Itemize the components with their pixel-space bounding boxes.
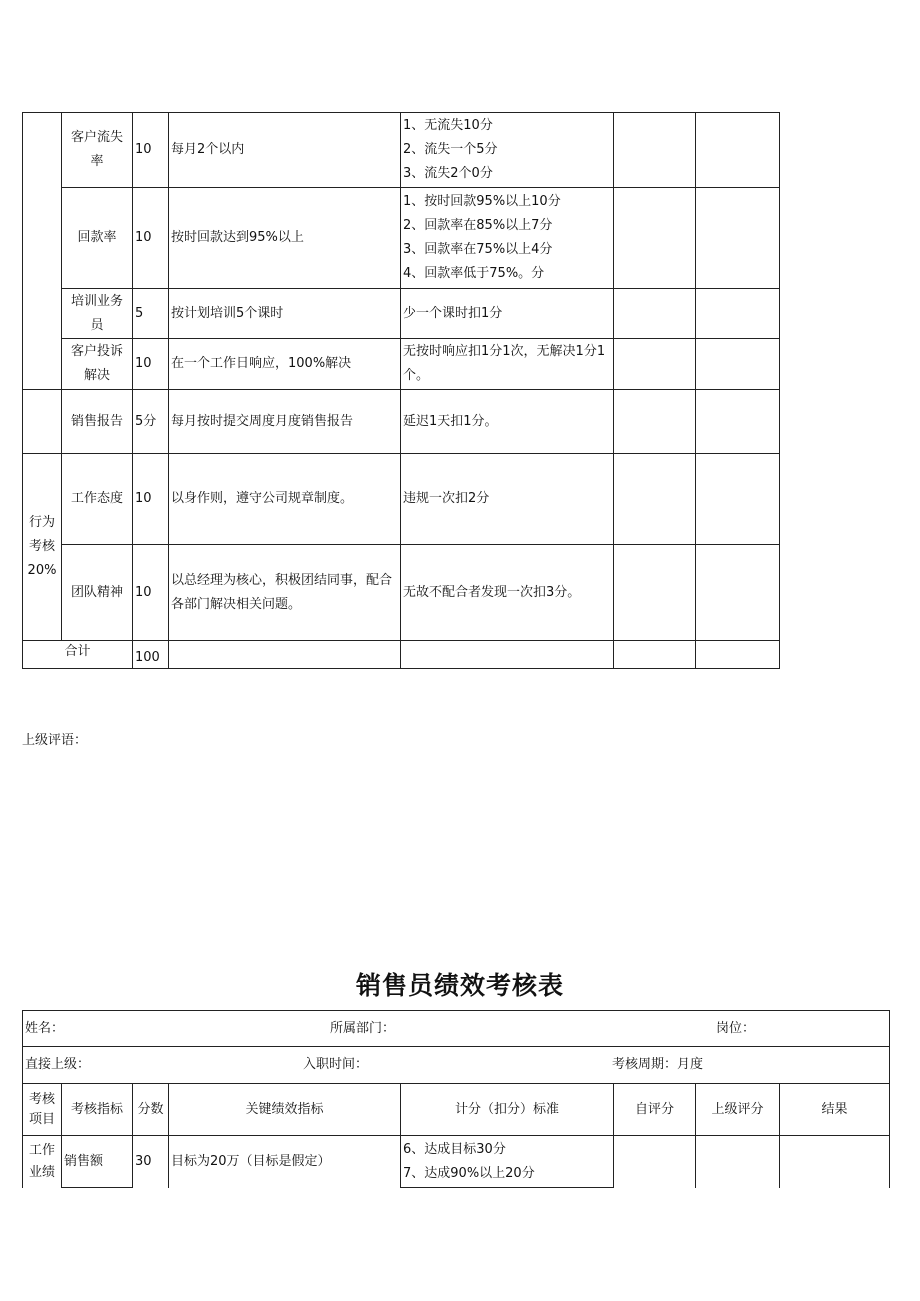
result-cell[interactable] [780,1136,889,1187]
department-field[interactable]: 所属部门： [330,1020,396,1036]
superior-score-cell[interactable] [696,1136,779,1187]
kpi-index: 客户投诉解决 [70,344,123,383]
kpi-criteria: 少一个课时扣1分 [403,305,503,321]
kpi-target: 按时回款达到95%以上 [171,230,304,245]
header-index: 考核指标 [70,1101,123,1117]
kpi-criteria [401,188,613,288]
kpi-target: 在一个工作日响应，100%解决 [171,356,352,371]
kpi-score: 10 [135,142,152,157]
total-label: 合计 [64,644,91,659]
kpi-score: 10 [135,230,152,245]
criteria-line: 2、流失一个5分 [403,142,498,157]
kpi-criteria [401,1136,613,1187]
kpi-criteria: 无故不配合者发现一次扣3分。 [403,584,581,600]
kpi-target: 以身作则，遵守公司规章制度。 [171,491,354,506]
category-performance: 工作业绩 [28,1142,55,1180]
self-score-cell[interactable] [614,1136,695,1187]
kpi-target: 每月按时提交周度月度销售报告 [171,413,354,429]
kpi-criteria: 无按时响应扣1分1次，无解决1分1个。 [403,344,606,383]
kpi-criteria [401,113,613,187]
kpi-criteria: 延迟1天扣1分。 [403,413,498,429]
total-score: 100 [135,649,160,665]
kpi-target: 目标为20万（目标是假定） [171,1153,331,1169]
kpi-index: 销售报告 [70,413,123,429]
criteria-line: 3、回款率在75%以上4分 [403,242,553,257]
kpi-index: 工作态度 [70,491,123,506]
header-item: 考核项目 [28,1091,55,1127]
kpi-criteria: 违规一次扣2分 [403,491,490,506]
kpi-score: 5 [135,305,144,321]
review-period: 考核周期：月度 [612,1057,704,1072]
criteria-line: 3、流失2个0分 [403,166,493,181]
criteria-line: 7、达成90%以上20分 [403,1165,535,1181]
header-kpi: 关键绩效指标 [245,1101,324,1117]
page-title: 销售员绩效考核表 [355,971,564,1000]
kpi-score: 10 [135,584,152,600]
grid-line [889,1010,890,1188]
grid-line [400,1187,613,1188]
kpi-index: 团队精神 [70,584,123,600]
hire-date-field[interactable]: 入职时间： [303,1057,369,1072]
criteria-line: 2、回款率在85%以上7分 [403,218,553,233]
grid-line [61,1187,133,1188]
kpi-target: 按计划培训5个课时 [171,305,284,321]
criteria-line: 6、达成目标30分 [403,1141,506,1157]
kpi-index: 销售额 [64,1153,104,1169]
grid-line [779,112,780,669]
header-criteria: 计分（扣分）标准 [454,1101,559,1117]
category-behavior: 行为考核20% [27,515,57,578]
criteria-line: 1、按时回款95%以上10分 [403,194,561,209]
kpi-index: 回款率 [77,230,117,245]
header-superior-score: 上级评分 [711,1101,764,1117]
direct-supervisor-field[interactable]: 直接上级： [25,1057,91,1072]
grid-line [613,112,614,669]
position-field[interactable]: 岗位： [716,1020,756,1036]
header-result: 结果 [821,1101,848,1117]
kpi-index: 客户流失率 [70,130,123,169]
header-score: 分数 [137,1101,164,1117]
criteria-line: 1、无流失10分 [403,118,493,133]
kpi-score: 5分 [135,413,157,429]
kpi-score: 10 [135,356,152,371]
kpi-score: 30 [135,1153,152,1169]
kpi-index: 培训业务员 [70,293,123,333]
criteria-line: 4、回款率低于75%。分 [403,266,545,281]
employee-name-field[interactable]: 姓名： [25,1020,65,1036]
kpi-target: 以总经理为核心，积极团结同事，配合各部门解决相关问题。 [171,572,393,612]
supervisor-comment-label: 上级评语： [22,733,88,748]
header-self-score: 自评分 [634,1101,674,1117]
kpi-target: 每月2个以内 [171,142,245,157]
kpi-score: 10 [135,491,152,506]
grid-line [695,112,696,669]
